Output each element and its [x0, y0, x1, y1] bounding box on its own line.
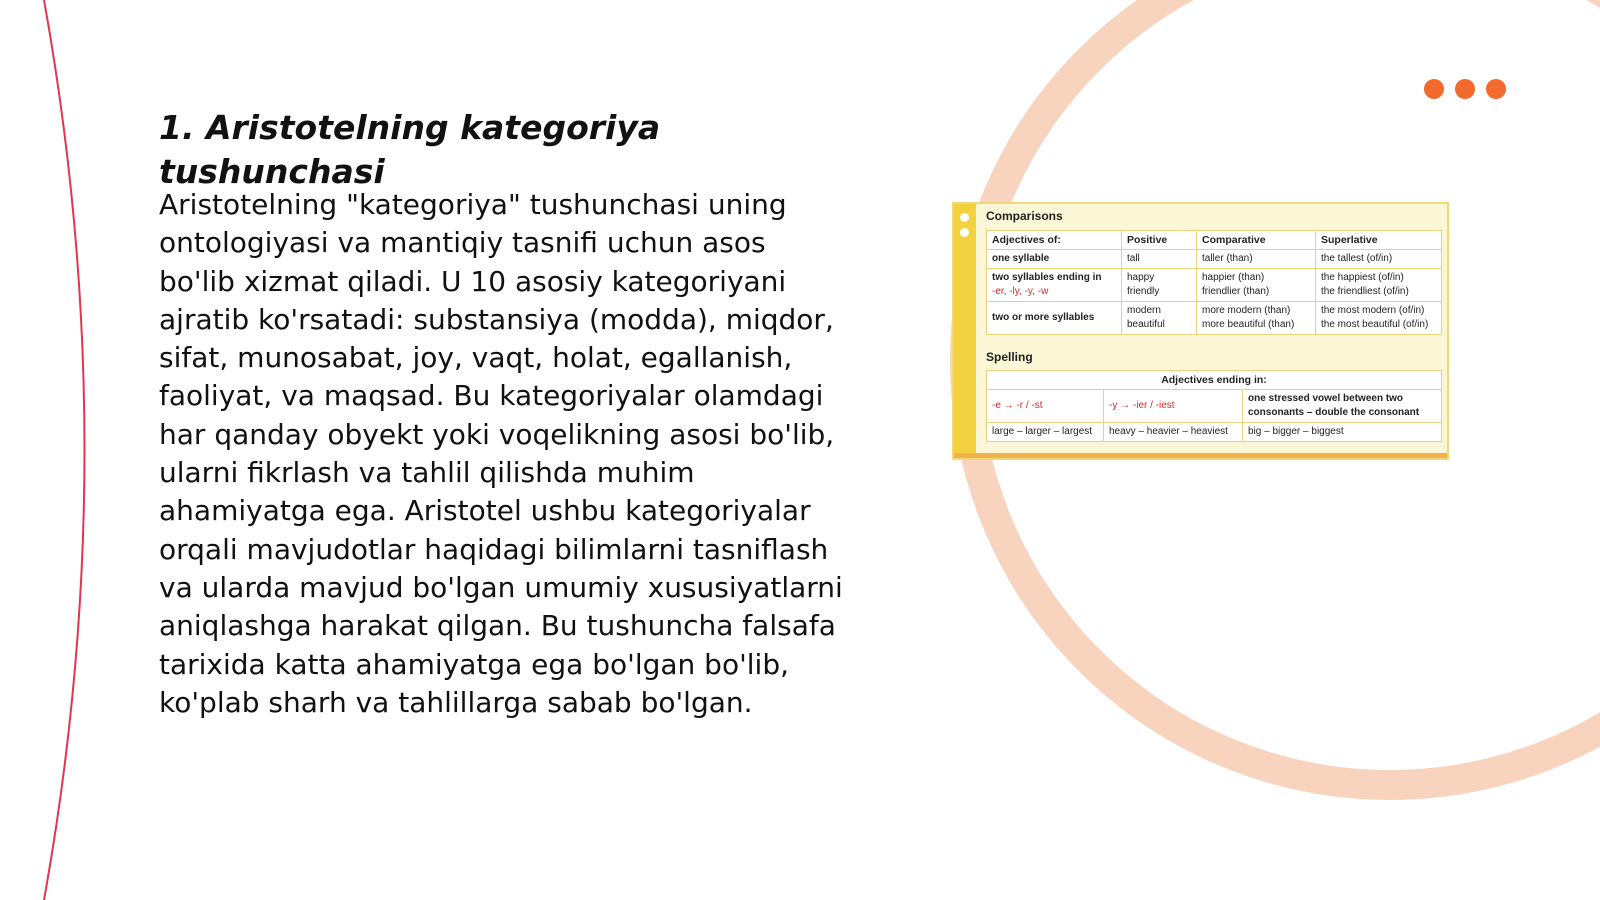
row-label: one syllable [987, 250, 1122, 269]
more-dots-icon[interactable] [1424, 79, 1506, 99]
card-bottom-bar [954, 453, 1447, 458]
bar-dot [960, 213, 969, 222]
cell-positive: tall [1122, 250, 1197, 269]
cell-comparative [1197, 269, 1316, 302]
spelling-heading: Spelling [986, 350, 1033, 364]
comparisons-table [986, 230, 1442, 335]
bar-dot [960, 228, 969, 237]
cell-comparative [1197, 302, 1316, 335]
col-header: Adjectives of: [987, 231, 1122, 250]
cell-line: friendlier (than) [1202, 286, 1270, 297]
left-curve-line [44, 0, 85, 900]
slide-body-text: Aristotelning "kategoriya" tushunchasi uning ontologiyasi va mantiqiy tasnifi uchun asos bo'lib xizmat qiladi. U 10 asosiy kategoriyani ajratib ko'rsatadi: substansiya (modda), miqdor, sifat, munosabat, joy, vaqt, holat, egallanish, faoliyat, va maqsad. Bu kategoriyalar olamdagi har qanday obyekt yoki voqelikning asosi bo'lib, ularni fikrlash va tahlil qilishda muhim ahamiyatga ega. Aristotel ushbu kategoriyalar orqali mavjudotlar haqidagi bilimlarni tasniflash va ularda mavjud bo'lgan umumiy xususiyatlarni aniqlashga harakat qilgan. Bu tushuncha falsafa tarixida katta ahamiyatga ega bo'lgan bo'lib, ko'plab sharh va tahlillarga sabab bo'lgan. [159, 188, 843, 719]
cell-positive [1122, 302, 1197, 335]
dot [1424, 79, 1444, 99]
spelling-example: big – bigger – biggest [1243, 423, 1442, 442]
cell-line: more modern (than) [1202, 305, 1291, 316]
row-label-cell [987, 269, 1122, 302]
spelling-example: heavy – heavier – heaviest [1104, 423, 1243, 442]
cell-line: friendly [1127, 286, 1160, 297]
table-row [987, 250, 1442, 269]
table-header-row [987, 371, 1442, 390]
cell-line: modern [1127, 305, 1161, 316]
row-endings: -er, -ly, -y, -w [992, 286, 1049, 297]
row-label: two or more syllables [987, 302, 1122, 335]
cell-superlative [1316, 302, 1442, 335]
cell-comparative: taller (than) [1197, 250, 1316, 269]
cell-line: happy [1127, 272, 1155, 283]
col-header: Comparative [1197, 231, 1316, 250]
spelling-header: Adjectives ending in: [987, 371, 1442, 390]
grammar-table-image [952, 202, 1449, 460]
row-label: two syllables ending in [992, 272, 1102, 283]
cell-superlative: the tallest (of/in) [1316, 250, 1442, 269]
spelling-rule: one stressed vowel between two consonants – double the consonant [1243, 390, 1442, 423]
table-row [987, 269, 1442, 302]
cell-line: the friendliest (of/in) [1321, 286, 1409, 297]
table-row [987, 390, 1442, 423]
dot [1486, 79, 1506, 99]
slide-title: 1. Aristotelning kategoriya tushunchasi [159, 108, 661, 191]
cell-positive [1122, 269, 1197, 302]
spelling-table [986, 370, 1442, 442]
cell-line: more beautiful (than) [1202, 319, 1295, 330]
col-header: Superlative [1316, 231, 1442, 250]
spelling-rule: -e → -r / -st [987, 390, 1104, 423]
cell-line: the most modern (of/in) [1321, 305, 1425, 316]
comparisons-heading: Comparisons [986, 209, 1063, 223]
card-side-bar [954, 204, 976, 458]
spelling-example: large – larger – largest [987, 423, 1104, 442]
col-header: Positive [1122, 231, 1197, 250]
cell-line: the most beautiful (of/in) [1321, 319, 1429, 330]
cell-line: the happiest (of/in) [1321, 272, 1404, 283]
cell-superlative [1316, 269, 1442, 302]
table-row [987, 302, 1442, 335]
dot [1455, 79, 1475, 99]
table-header-row [987, 231, 1442, 250]
cell-line: beautiful [1127, 319, 1165, 330]
table-row [987, 423, 1442, 442]
spelling-rule: -y → -ier / -iest [1104, 390, 1243, 423]
cell-line: happier (than) [1202, 272, 1265, 283]
